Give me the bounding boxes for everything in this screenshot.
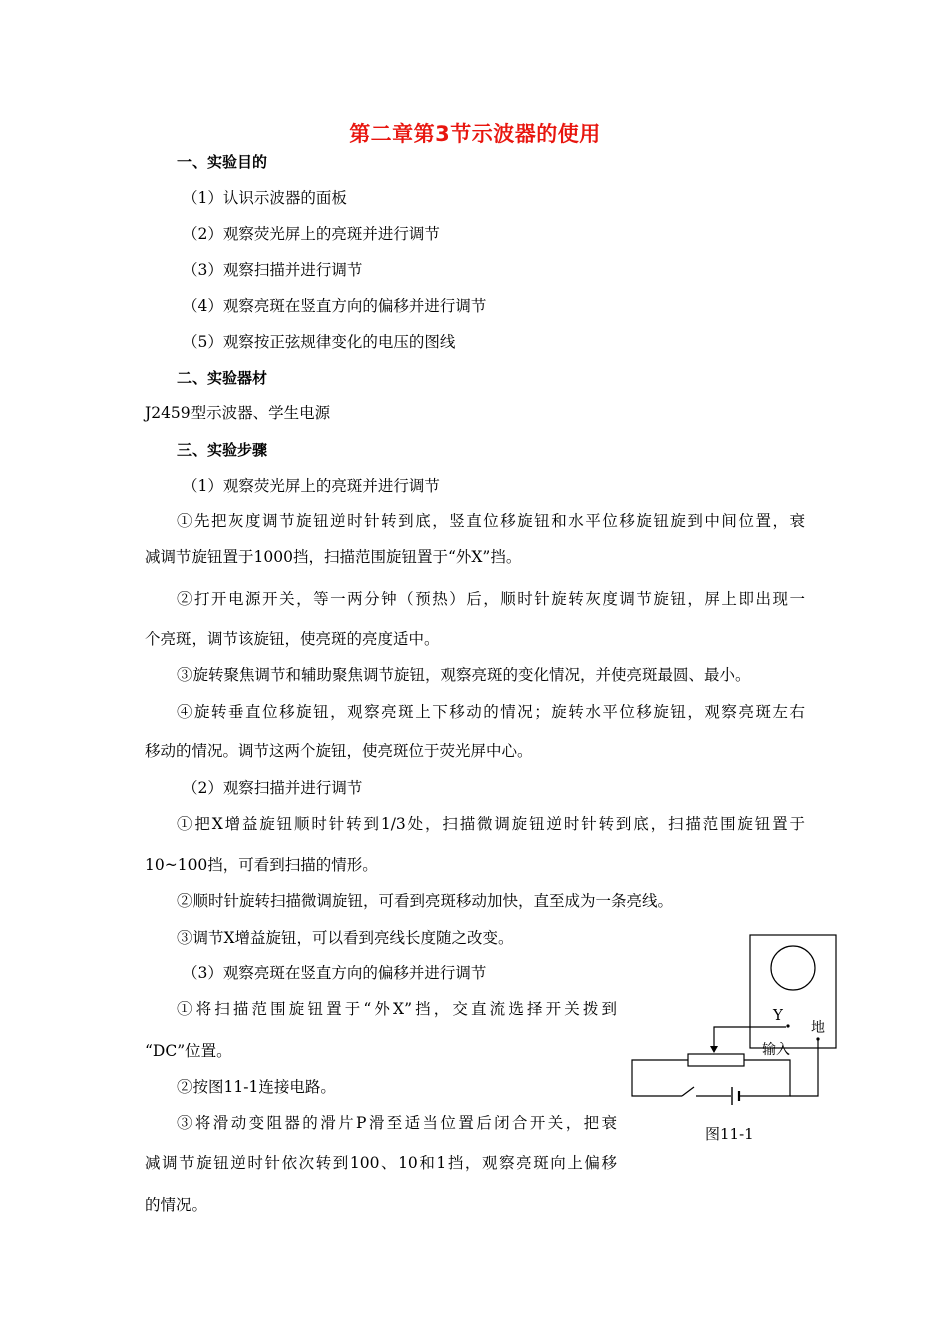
paragraph-line: ①先把灰度调节旋钮逆时针转到底，竖直位移旋钮和水平位移旋钮旋到中间位置，衰 [177, 512, 805, 530]
equipment-text: J2459型示波器、学生电源 [145, 404, 331, 422]
section-heading-equipment: 二、实验器材 [177, 369, 268, 387]
rheostat [688, 1054, 744, 1066]
figure-caption: 图11-1 [705, 1125, 754, 1143]
section-heading-steps: 三、实验步骤 [177, 441, 268, 459]
list-item: （4）观察亮斑在竖直方向的偏移并进行调节 [182, 297, 487, 315]
list-item: （5）观察按正弦规律变化的电压的图线 [182, 333, 456, 351]
paragraph-line: ②顺时针旋转扫描微调旋钮，可看到亮斑移动加快，直至成为一条亮线。 [177, 892, 674, 910]
paragraph-line: 减调节旋钮置于1000挡，扫描范围旋钮置于“外X”挡。 [145, 548, 522, 566]
screen-circle [771, 946, 815, 990]
step-title: （2）观察扫描并进行调节 [182, 779, 363, 797]
y-terminal [786, 1024, 789, 1027]
page-title: 第二章第3节示波器的使用 [349, 122, 601, 146]
paragraph-line: ①把X增益旋钮顺时针转到1/3处，扫描微调旋钮逆时针转到底，扫描范围旋钮置于 [177, 815, 805, 833]
list-item: （3）观察扫描并进行调节 [182, 261, 363, 279]
y-label: Y [773, 1006, 783, 1024]
paragraph-line: “DC”位置。 [145, 1042, 232, 1060]
paragraph-line: 减调节旋钮逆时针依次转到100、10和1挡，观察亮斑向上偏移 [145, 1154, 617, 1172]
list-item: （1）认识示波器的面板 [182, 189, 347, 207]
paragraph-line: ①将扫描范围旋钮置于“外X”挡，交直流选择开关拨到 [177, 1000, 617, 1018]
paragraph-line: 个亮斑，调节该旋钮，使亮斑的亮度适中。 [145, 630, 440, 648]
paragraph-line: ③旋转聚焦调节和辅助聚焦调节旋钮，观察亮斑的变化情况，并使亮斑最圆、最小。 [177, 666, 751, 684]
paragraph-line: ③调节X增益旋钮，可以看到亮线长度随之改变。 [177, 929, 514, 947]
paragraph-line: 的情况。 [145, 1196, 208, 1214]
paragraph-line: ②打开电源开关，等一两分钟（预热）后，顺时针旋转灰度调节旋钮，屏上即出现一 [177, 590, 805, 608]
paragraph-line: ③将滑动变阻器的滑片P滑至适当位置后闭合开关，把衰 [177, 1114, 617, 1132]
section-heading-purpose: 一、实验目的 [177, 153, 268, 171]
step-title: （3）观察亮斑在竖直方向的偏移并进行调节 [182, 964, 487, 982]
paragraph-line: ④旋转垂直位移旋钮，观察亮斑上下移动的情况；旋转水平位移旋钮，观察亮斑左右 [177, 703, 805, 721]
step-title: （1）观察荧光屏上的亮斑并进行调节 [182, 477, 440, 495]
ground-label: 地 [811, 1020, 825, 1036]
oscilloscope-circuit-diagram [628, 930, 843, 1110]
slider-arrow [710, 1046, 718, 1053]
input-label: 输入 [762, 1042, 790, 1058]
paragraph-line: ②按图11-1连接电路。 [177, 1078, 336, 1096]
paragraph-line: 移动的情况。调节这两个旋钮，使亮斑位于荧光屏中心。 [145, 742, 533, 760]
switch [682, 1087, 694, 1096]
list-item: （2）观察荧光屏上的亮斑并进行调节 [182, 225, 440, 243]
paragraph-line: 10~100挡，可看到扫描的情形。 [145, 856, 378, 874]
